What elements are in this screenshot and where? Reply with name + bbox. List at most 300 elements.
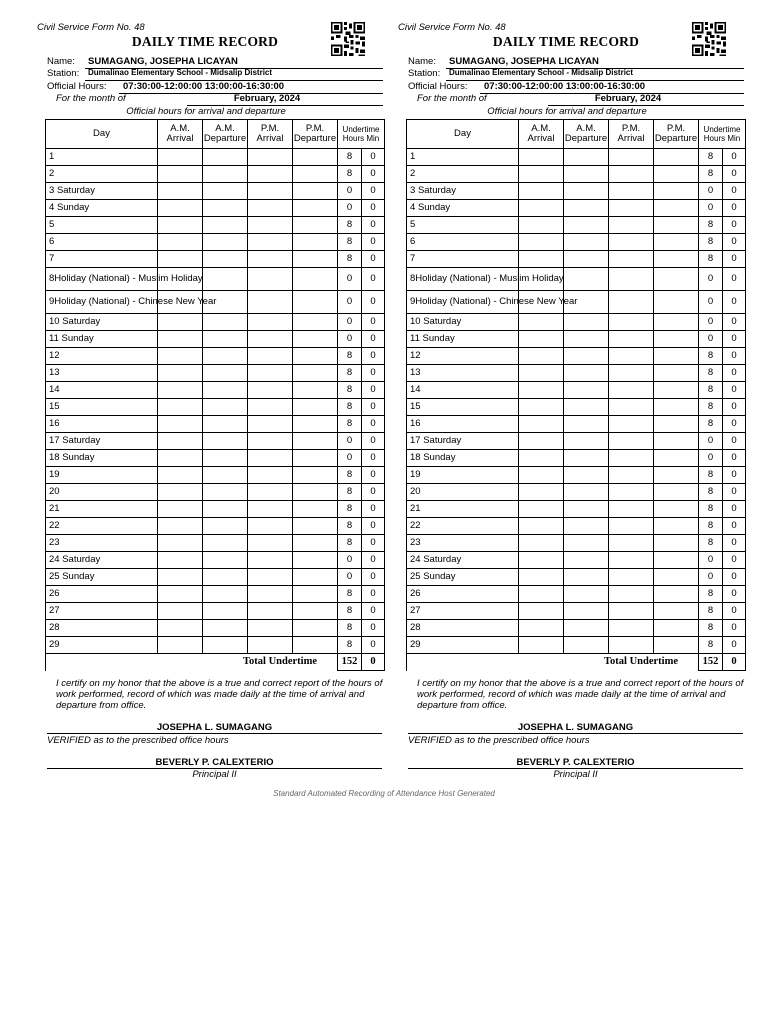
name-label: Name: bbox=[47, 56, 75, 67]
undertime-min-cell: 0 bbox=[362, 501, 385, 518]
am-departure-cell bbox=[564, 251, 609, 268]
day-cell bbox=[407, 433, 519, 450]
undertime-hours-cell: 0 bbox=[699, 569, 723, 586]
day-number: 6 bbox=[410, 236, 416, 247]
day-number: 7 bbox=[410, 253, 416, 264]
employee-signatory: JOSEPHA L. SUMAGANG bbox=[156, 722, 273, 733]
form-number: Civil Service Form No. 48 bbox=[37, 22, 145, 33]
pm-departure-cell bbox=[654, 331, 699, 348]
day-cell bbox=[407, 535, 519, 552]
pm-arrival-cell bbox=[248, 535, 293, 552]
day-label: Sunday bbox=[62, 571, 95, 582]
undertime-min-cell: 0 bbox=[362, 365, 385, 382]
undertime-hours-cell: 0 bbox=[699, 183, 723, 200]
undertime-min-cell: 0 bbox=[362, 416, 385, 433]
am-arrival-cell bbox=[519, 535, 564, 552]
undertime-min-cell: 0 bbox=[723, 535, 746, 552]
pm-arrival-cell bbox=[609, 149, 654, 166]
day-cell bbox=[46, 450, 158, 467]
pm-arrival-cell bbox=[609, 535, 654, 552]
undertime-hours-cell: 8 bbox=[699, 382, 723, 399]
employee-name: SUMAGANG, JOSEPHA LICAYAN bbox=[88, 56, 238, 67]
undertime-min-cell: 0 bbox=[723, 348, 746, 365]
pm-departure-cell bbox=[293, 484, 338, 501]
am-arrival-cell bbox=[158, 348, 203, 365]
am-departure-cell bbox=[564, 467, 609, 484]
pm-departure-cell bbox=[654, 166, 699, 183]
am-arrival-cell bbox=[158, 416, 203, 433]
day-number: 8 bbox=[49, 273, 55, 284]
table-row bbox=[407, 552, 746, 569]
undertime-min-cell: 0 bbox=[362, 552, 385, 569]
undertime-min-cell: 0 bbox=[362, 637, 385, 654]
employee-signature-line bbox=[47, 733, 382, 734]
am-arrival-cell bbox=[519, 234, 564, 251]
pm-departure-cell bbox=[654, 234, 699, 251]
am-arrival-cell bbox=[519, 586, 564, 603]
day-number: 17 bbox=[49, 435, 60, 446]
undertime-min-cell: 0 bbox=[723, 183, 746, 200]
pm-departure-cell bbox=[293, 382, 338, 399]
am-arrival-cell bbox=[519, 637, 564, 654]
undertime-min-cell: 0 bbox=[362, 450, 385, 467]
table-row bbox=[407, 620, 746, 637]
pm-arrival-cell bbox=[248, 217, 293, 234]
day-number: 12 bbox=[410, 350, 421, 361]
day-label: Saturday bbox=[423, 435, 462, 446]
undertime-min-cell: 0 bbox=[723, 637, 746, 654]
table-row bbox=[407, 251, 746, 268]
pm-departure-cell bbox=[293, 200, 338, 217]
day-number: 11 bbox=[410, 333, 420, 344]
am-departure-cell bbox=[203, 382, 248, 399]
am-arrival-cell bbox=[158, 637, 203, 654]
undertime-hours-cell: 8 bbox=[699, 348, 723, 365]
qr-code-icon bbox=[331, 22, 365, 56]
am-arrival-cell bbox=[519, 251, 564, 268]
day-number: 27 bbox=[410, 605, 421, 616]
pm-departure-cell bbox=[654, 586, 699, 603]
supervisor-signatory: BEVERLY P. CALEXTERIO bbox=[155, 757, 274, 768]
employee-name: SUMAGANG, JOSEPHA LICAYAN bbox=[449, 56, 599, 67]
undertime-min-cell: 0 bbox=[723, 251, 746, 268]
am-arrival-cell bbox=[158, 331, 203, 348]
undertime-hours-cell: 0 bbox=[699, 552, 723, 569]
day-number: 26 bbox=[410, 588, 421, 599]
pm-arrival-cell bbox=[248, 450, 293, 467]
day-number: 3 bbox=[410, 185, 416, 196]
day-number: 13 bbox=[49, 367, 60, 378]
am-arrival-cell bbox=[519, 314, 564, 331]
undertime-hours-cell: 8 bbox=[699, 637, 723, 654]
am-arrival-cell bbox=[158, 149, 203, 166]
undertime-hours-cell: 8 bbox=[699, 416, 723, 433]
am-arrival-cell bbox=[519, 183, 564, 200]
am-departure-cell bbox=[564, 382, 609, 399]
table-row bbox=[46, 200, 385, 217]
day-number: 2 bbox=[49, 168, 55, 179]
undertime-hours-cell: 8 bbox=[338, 149, 362, 166]
table-row bbox=[407, 268, 746, 291]
header-am-departure: A.M. Departure bbox=[203, 120, 248, 149]
am-departure-cell bbox=[564, 268, 609, 291]
header-day: Day bbox=[407, 120, 519, 149]
form-title: DAILY TIME RECORD bbox=[492, 34, 640, 49]
undertime-hours-cell: 8 bbox=[338, 637, 362, 654]
day-label: Saturday bbox=[423, 554, 462, 565]
day-number: 28 bbox=[49, 622, 60, 633]
pm-arrival-cell bbox=[248, 552, 293, 569]
day-cell bbox=[407, 268, 564, 291]
day-number: 24 bbox=[49, 554, 60, 565]
am-arrival-cell bbox=[158, 467, 203, 484]
day-label: Saturday bbox=[62, 554, 101, 565]
table-row bbox=[46, 234, 385, 251]
header-pm-departure: P.M. Departure bbox=[293, 120, 338, 149]
am-departure-cell bbox=[564, 433, 609, 450]
day-label: Holiday (National) - Muslim Holiday bbox=[415, 273, 564, 285]
undertime-min-cell: 0 bbox=[723, 603, 746, 620]
day-number: 9 bbox=[49, 296, 55, 307]
table-row bbox=[46, 149, 385, 166]
pm-departure-cell bbox=[293, 166, 338, 183]
undertime-min-cell: 0 bbox=[723, 484, 746, 501]
day-cell bbox=[407, 501, 519, 518]
table-row bbox=[407, 467, 746, 484]
certification-text: I certify on my honor that the above is a true and correct report of the hours of work performed, record of which was made daily at the time of arrival and departure from office. bbox=[56, 678, 383, 711]
pm-arrival-cell bbox=[609, 234, 654, 251]
day-cell bbox=[46, 291, 217, 314]
pm-departure-cell bbox=[293, 518, 338, 535]
day-label: Sunday bbox=[422, 333, 455, 344]
pm-arrival-cell bbox=[609, 603, 654, 620]
table-row bbox=[46, 399, 385, 416]
day-cell bbox=[46, 501, 158, 518]
am-arrival-cell bbox=[158, 518, 203, 535]
am-departure-cell bbox=[564, 314, 609, 331]
undertime-min-cell: 0 bbox=[723, 569, 746, 586]
am-arrival-cell bbox=[519, 166, 564, 183]
am-arrival-cell bbox=[158, 365, 203, 382]
table-row bbox=[46, 166, 385, 183]
pm-arrival-cell bbox=[609, 501, 654, 518]
undertime-min-cell: 0 bbox=[362, 399, 385, 416]
undertime-min-cell: 0 bbox=[362, 268, 385, 291]
day-number: 6 bbox=[49, 236, 55, 247]
am-departure-cell bbox=[203, 200, 248, 217]
am-departure-cell bbox=[203, 416, 248, 433]
day-cell bbox=[407, 348, 519, 365]
am-departure-cell bbox=[564, 365, 609, 382]
undertime-hours-cell: 0 bbox=[338, 433, 362, 450]
undertime-hours-cell: 0 bbox=[338, 291, 362, 314]
undertime-hours-cell: 0 bbox=[699, 331, 723, 348]
day-cell bbox=[407, 365, 519, 382]
am-arrival-cell bbox=[158, 382, 203, 399]
am-arrival-cell bbox=[519, 552, 564, 569]
am-departure-cell bbox=[203, 552, 248, 569]
station-label: Station: bbox=[408, 68, 441, 79]
day-cell bbox=[46, 382, 158, 399]
pm-departure-cell bbox=[654, 416, 699, 433]
am-arrival-cell bbox=[519, 450, 564, 467]
am-departure-cell bbox=[203, 518, 248, 535]
day-number: 1 bbox=[49, 151, 55, 162]
day-cell bbox=[407, 620, 519, 637]
table-row bbox=[407, 433, 746, 450]
undertime-hours-cell: 8 bbox=[338, 348, 362, 365]
am-departure-cell bbox=[564, 603, 609, 620]
day-cell bbox=[407, 637, 519, 654]
pm-departure-cell bbox=[293, 217, 338, 234]
day-number: 11 bbox=[49, 333, 59, 344]
day-number: 26 bbox=[49, 588, 60, 599]
dtr-form-left bbox=[37, 0, 383, 800]
undertime-min-cell: 0 bbox=[362, 149, 385, 166]
certification-text: I certify on my honor that the above is a true and correct report of the hours of work performed, record of which was made daily at the time of arrival and departure from office. bbox=[417, 678, 744, 711]
pm-departure-cell bbox=[293, 348, 338, 365]
am-arrival-cell bbox=[158, 183, 203, 200]
hours-label: Official Hours: bbox=[408, 81, 468, 92]
month-label: For the month of bbox=[417, 93, 487, 104]
day-label: Sunday bbox=[423, 571, 456, 582]
undertime-min-cell: 0 bbox=[362, 586, 385, 603]
undertime-min-cell: 0 bbox=[362, 217, 385, 234]
table-row bbox=[407, 365, 746, 382]
station-value: Dumalinao Elementary School - Midsalip District bbox=[88, 68, 273, 77]
day-number: 20 bbox=[410, 486, 421, 497]
month-value: February, 2024 bbox=[594, 93, 662, 104]
pm-arrival-cell bbox=[248, 183, 293, 200]
header-am-departure: A.M. Departure bbox=[564, 120, 609, 149]
undertime-hours-cell: 8 bbox=[699, 535, 723, 552]
header-pm-arrival: P.M. Arrival bbox=[609, 120, 654, 149]
table-row bbox=[407, 603, 746, 620]
pm-arrival-cell bbox=[609, 586, 654, 603]
pm-departure-cell bbox=[654, 251, 699, 268]
undertime-hours-cell: 0 bbox=[338, 200, 362, 217]
undertime-min-cell: 0 bbox=[362, 200, 385, 217]
am-departure-cell bbox=[564, 484, 609, 501]
pm-arrival-cell bbox=[248, 166, 293, 183]
am-departure-cell bbox=[564, 200, 609, 217]
am-arrival-cell bbox=[158, 535, 203, 552]
table-row bbox=[407, 331, 746, 348]
day-label: Sunday bbox=[423, 452, 456, 463]
table-row bbox=[407, 569, 746, 586]
undertime-hours-cell: 8 bbox=[338, 484, 362, 501]
am-arrival-cell bbox=[519, 331, 564, 348]
pm-arrival-cell bbox=[609, 251, 654, 268]
day-label: Saturday bbox=[62, 316, 101, 327]
day-label: Holiday (National) - Chinese New Year bbox=[54, 296, 217, 308]
undertime-min-cell: 0 bbox=[362, 251, 385, 268]
am-departure-cell bbox=[564, 183, 609, 200]
undertime-hours-cell: 8 bbox=[699, 217, 723, 234]
pm-arrival-cell bbox=[248, 518, 293, 535]
day-cell bbox=[46, 348, 158, 365]
pm-departure-cell bbox=[654, 535, 699, 552]
day-number: 5 bbox=[410, 219, 416, 230]
day-number: 29 bbox=[410, 639, 421, 650]
day-number: 5 bbox=[49, 219, 55, 230]
pm-arrival-cell bbox=[248, 331, 293, 348]
table-row bbox=[407, 314, 746, 331]
pm-departure-cell bbox=[654, 200, 699, 217]
am-departure-cell bbox=[564, 637, 609, 654]
table-row bbox=[46, 535, 385, 552]
day-cell bbox=[407, 450, 519, 467]
pm-departure-cell bbox=[654, 552, 699, 569]
day-number: 8 bbox=[410, 273, 416, 284]
am-arrival-cell bbox=[158, 399, 203, 416]
table-row bbox=[407, 166, 746, 183]
table-row bbox=[407, 484, 746, 501]
header-undertime: Undertime Hours Min bbox=[699, 120, 746, 149]
supervisor-title: Principal II bbox=[553, 769, 598, 780]
pm-arrival-cell bbox=[248, 268, 293, 291]
pm-departure-cell bbox=[293, 586, 338, 603]
undertime-hours-cell: 8 bbox=[699, 166, 723, 183]
undertime-hours-cell: 0 bbox=[699, 291, 723, 314]
pm-arrival-cell bbox=[609, 552, 654, 569]
am-departure-cell bbox=[203, 620, 248, 637]
am-departure-cell bbox=[203, 183, 248, 200]
table-row bbox=[46, 382, 385, 399]
day-cell bbox=[46, 433, 158, 450]
day-cell bbox=[46, 569, 158, 586]
undertime-hours-cell: 8 bbox=[699, 149, 723, 166]
day-cell bbox=[46, 484, 158, 501]
undertime-min-cell: 0 bbox=[362, 291, 385, 314]
table-row bbox=[407, 535, 746, 552]
day-number: 4 bbox=[49, 202, 55, 213]
table-row bbox=[46, 569, 385, 586]
table-row bbox=[46, 518, 385, 535]
am-departure-cell bbox=[564, 569, 609, 586]
day-label: Saturday bbox=[56, 185, 95, 196]
am-arrival-cell bbox=[519, 484, 564, 501]
undertime-hours-cell: 8 bbox=[338, 620, 362, 637]
pm-arrival-cell bbox=[248, 433, 293, 450]
pm-departure-cell bbox=[654, 518, 699, 535]
pm-departure-cell bbox=[654, 382, 699, 399]
table-row bbox=[407, 200, 746, 217]
pm-arrival-cell bbox=[609, 217, 654, 234]
am-departure-cell bbox=[564, 348, 609, 365]
am-arrival-cell bbox=[158, 166, 203, 183]
day-number: 1 bbox=[410, 151, 416, 162]
station-label: Station: bbox=[47, 68, 80, 79]
am-departure-cell bbox=[564, 552, 609, 569]
undertime-hours-cell: 0 bbox=[699, 268, 723, 291]
day-number: 3 bbox=[49, 185, 55, 196]
pm-departure-cell bbox=[293, 149, 338, 166]
undertime-hours-cell: 8 bbox=[699, 603, 723, 620]
undertime-min-cell: 0 bbox=[362, 433, 385, 450]
am-arrival-cell bbox=[158, 450, 203, 467]
day-label: Holiday (National) - Muslim Holiday bbox=[54, 273, 203, 285]
pm-arrival-cell bbox=[248, 382, 293, 399]
table-row bbox=[407, 518, 746, 535]
table-row bbox=[46, 268, 385, 291]
dtr-table bbox=[45, 119, 385, 671]
day-label: Saturday bbox=[417, 185, 456, 196]
undertime-hours-cell: 0 bbox=[699, 433, 723, 450]
am-arrival-cell bbox=[158, 234, 203, 251]
pm-departure-cell bbox=[293, 416, 338, 433]
day-cell bbox=[407, 251, 519, 268]
day-label: Sunday bbox=[56, 202, 90, 213]
pm-arrival-cell bbox=[609, 518, 654, 535]
am-departure-cell bbox=[564, 501, 609, 518]
undertime-hours-cell: 8 bbox=[699, 467, 723, 484]
day-cell bbox=[407, 200, 519, 217]
undertime-hours-cell: 8 bbox=[699, 399, 723, 416]
name-label: Name: bbox=[408, 56, 436, 67]
pm-departure-cell bbox=[654, 399, 699, 416]
table-row bbox=[407, 149, 746, 166]
pm-departure-cell bbox=[293, 467, 338, 484]
pm-arrival-cell bbox=[609, 166, 654, 183]
am-arrival-cell bbox=[519, 399, 564, 416]
official-hours-value: 07:30:00-12:00:00 13:00:00-16:30:00 bbox=[484, 81, 646, 92]
day-label: Saturday bbox=[62, 435, 101, 446]
total-undertime-label: Total Undertime bbox=[46, 654, 338, 671]
undertime-hours-cell: 8 bbox=[338, 365, 362, 382]
table-row bbox=[407, 234, 746, 251]
station-value: Dumalinao Elementary School - Midsalip District bbox=[449, 68, 634, 77]
am-departure-cell bbox=[203, 314, 248, 331]
day-number: 29 bbox=[49, 639, 60, 650]
am-arrival-cell bbox=[519, 365, 564, 382]
table-row bbox=[46, 467, 385, 484]
day-cell bbox=[46, 365, 158, 382]
pm-arrival-cell bbox=[609, 569, 654, 586]
pm-arrival-cell bbox=[248, 501, 293, 518]
undertime-hours-cell: 0 bbox=[338, 268, 362, 291]
pm-departure-cell bbox=[654, 433, 699, 450]
table-row bbox=[46, 637, 385, 654]
pm-departure-cell bbox=[654, 501, 699, 518]
day-cell bbox=[46, 217, 158, 234]
day-label: Sunday bbox=[61, 333, 94, 344]
day-cell bbox=[407, 166, 519, 183]
undertime-min-cell: 0 bbox=[723, 217, 746, 234]
undertime-hours-cell: 0 bbox=[338, 314, 362, 331]
pm-arrival-cell bbox=[248, 251, 293, 268]
pm-departure-cell bbox=[654, 484, 699, 501]
pm-arrival-cell bbox=[609, 200, 654, 217]
pm-departure-cell bbox=[654, 467, 699, 484]
pm-arrival-cell bbox=[248, 291, 293, 314]
undertime-min-cell: 0 bbox=[723, 149, 746, 166]
day-cell bbox=[46, 183, 158, 200]
table-row bbox=[46, 450, 385, 467]
day-number: 9 bbox=[410, 296, 416, 307]
pm-arrival-cell bbox=[609, 314, 654, 331]
table-row bbox=[407, 217, 746, 234]
am-arrival-cell bbox=[519, 620, 564, 637]
day-number: 23 bbox=[410, 537, 421, 548]
form-title: DAILY TIME RECORD bbox=[131, 34, 279, 49]
undertime-hours-cell: 8 bbox=[699, 365, 723, 382]
am-arrival-cell bbox=[158, 586, 203, 603]
table-row bbox=[46, 291, 385, 314]
day-label: Sunday bbox=[417, 202, 451, 213]
undertime-min-cell: 0 bbox=[362, 603, 385, 620]
am-departure-cell bbox=[203, 603, 248, 620]
